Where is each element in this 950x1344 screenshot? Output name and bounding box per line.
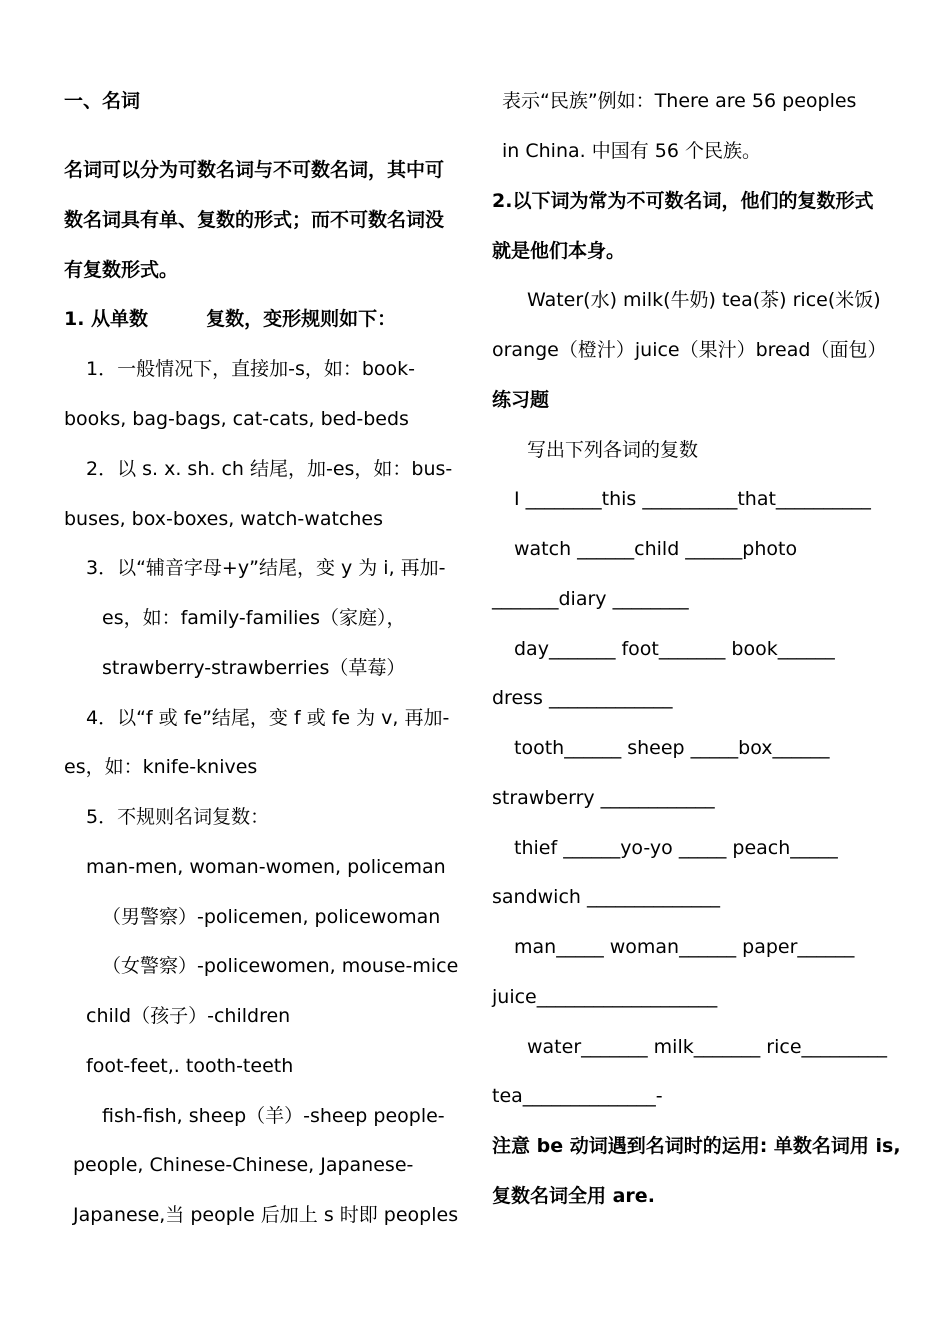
- exercise-line: tea______________-: [492, 1085, 663, 1107]
- note-line: 注意 be 动词遇到名词时的运用: 单数名词用 is,: [492, 1135, 901, 1157]
- exercise-line: dress _____________: [492, 687, 673, 709]
- exercise-line: watch ______child ______photo: [514, 538, 798, 560]
- rule-line: foot-feet,. tooth-teeth: [86, 1055, 294, 1077]
- exercise-line: strawberry ____________: [492, 787, 715, 809]
- exercise-line: water_______ milk_______ rice_________: [527, 1036, 888, 1058]
- rule-title: [64, 306, 396, 332]
- rule-line: es，如：knife-knives: [64, 756, 258, 778]
- exercise-line: tooth______ sheep _____box______: [514, 737, 830, 759]
- rule-line: fish-fish, sheep（羊）-sheep people-: [102, 1105, 445, 1127]
- rule-line: es，如：family-families（家庭），: [102, 607, 406, 629]
- rule-line: child（孩子）-children: [86, 1005, 291, 1027]
- note-line: 复数名词全用 are.: [492, 1185, 655, 1207]
- exercise-line: sandwich ______________: [492, 886, 720, 908]
- exercise-line: man_____ woman______ paper______: [514, 936, 855, 958]
- rule-line: 1．一般情况下，直接加-s，如：book-: [86, 358, 416, 380]
- uncountable-title: 2.以下词为常为不可数名词，他们的复数形式: [492, 190, 874, 212]
- continuation-line: 表示“民族”例如：There are 56 peoples: [502, 90, 857, 112]
- rule-line: 5．不规则名词复数：: [86, 806, 270, 828]
- uncountable-title: 就是他们本身。: [492, 240, 626, 262]
- exercise-line: I ________this __________that__________: [514, 488, 871, 510]
- intro-line: 有复数形式。: [64, 259, 179, 281]
- rule-line: books, bag-bags, cat-cats, bed-beds: [64, 408, 409, 430]
- uncountable-words: Water(水) milk(牛奶) tea(茶) rice(米饭): [527, 289, 881, 311]
- rule-line: 2．以 s. x. sh. ch 结尾，加-es，如：bus-: [86, 458, 453, 480]
- exercise-line: _______diary ________: [492, 588, 689, 610]
- exercise-title: 练习题: [492, 389, 550, 411]
- rule-line: Japanese,当 people 后加上 s 时即 peoples: [73, 1204, 459, 1226]
- rule-line: strawberry-strawberries（草莓）: [102, 657, 406, 679]
- exercise-line: juice___________________: [492, 986, 718, 1008]
- rule-line: people, Chinese-Chinese, Japanese-: [73, 1154, 414, 1176]
- rule-title-part-b: 复数，变形规则如下：: [206, 308, 397, 330]
- exercise-line: thief ______yo-yo _____ peach_____: [514, 837, 838, 859]
- intro-line: 名词可以分为可数名词与不可数名词，其中可: [64, 159, 445, 181]
- continuation-line: in China. 中国有 56 个民族。: [502, 140, 761, 162]
- intro-line: 数名词具有单、复数的形式；而不可数名词没: [64, 209, 445, 231]
- rule-line: 4．以“f 或 fe”结尾，变 f 或 fe 为 v, 再加-: [86, 707, 450, 729]
- exercise-line: day_______ foot_______ book______: [514, 638, 835, 660]
- rule-line: 3．以“辅音字母+y”结尾，变 y 为 i, 再加-: [86, 557, 446, 579]
- exercise-instruction: 写出下列各词的复数: [527, 439, 699, 461]
- section-heading: 一、名词: [64, 90, 141, 112]
- rule-line: man-men, woman-women, policeman: [86, 856, 446, 878]
- rule-line: （女警察）-policewomen, mouse-mice: [102, 955, 459, 977]
- rule-line: buses, box-boxes, watch-watches: [64, 508, 383, 530]
- uncountable-words: orange（橙汁）juice（果汁）bread（面包）: [492, 339, 887, 361]
- rule-line: （男警察）-policemen, policewoman: [102, 906, 441, 928]
- rule-title-part-a: 1. 从单数: [64, 308, 149, 330]
